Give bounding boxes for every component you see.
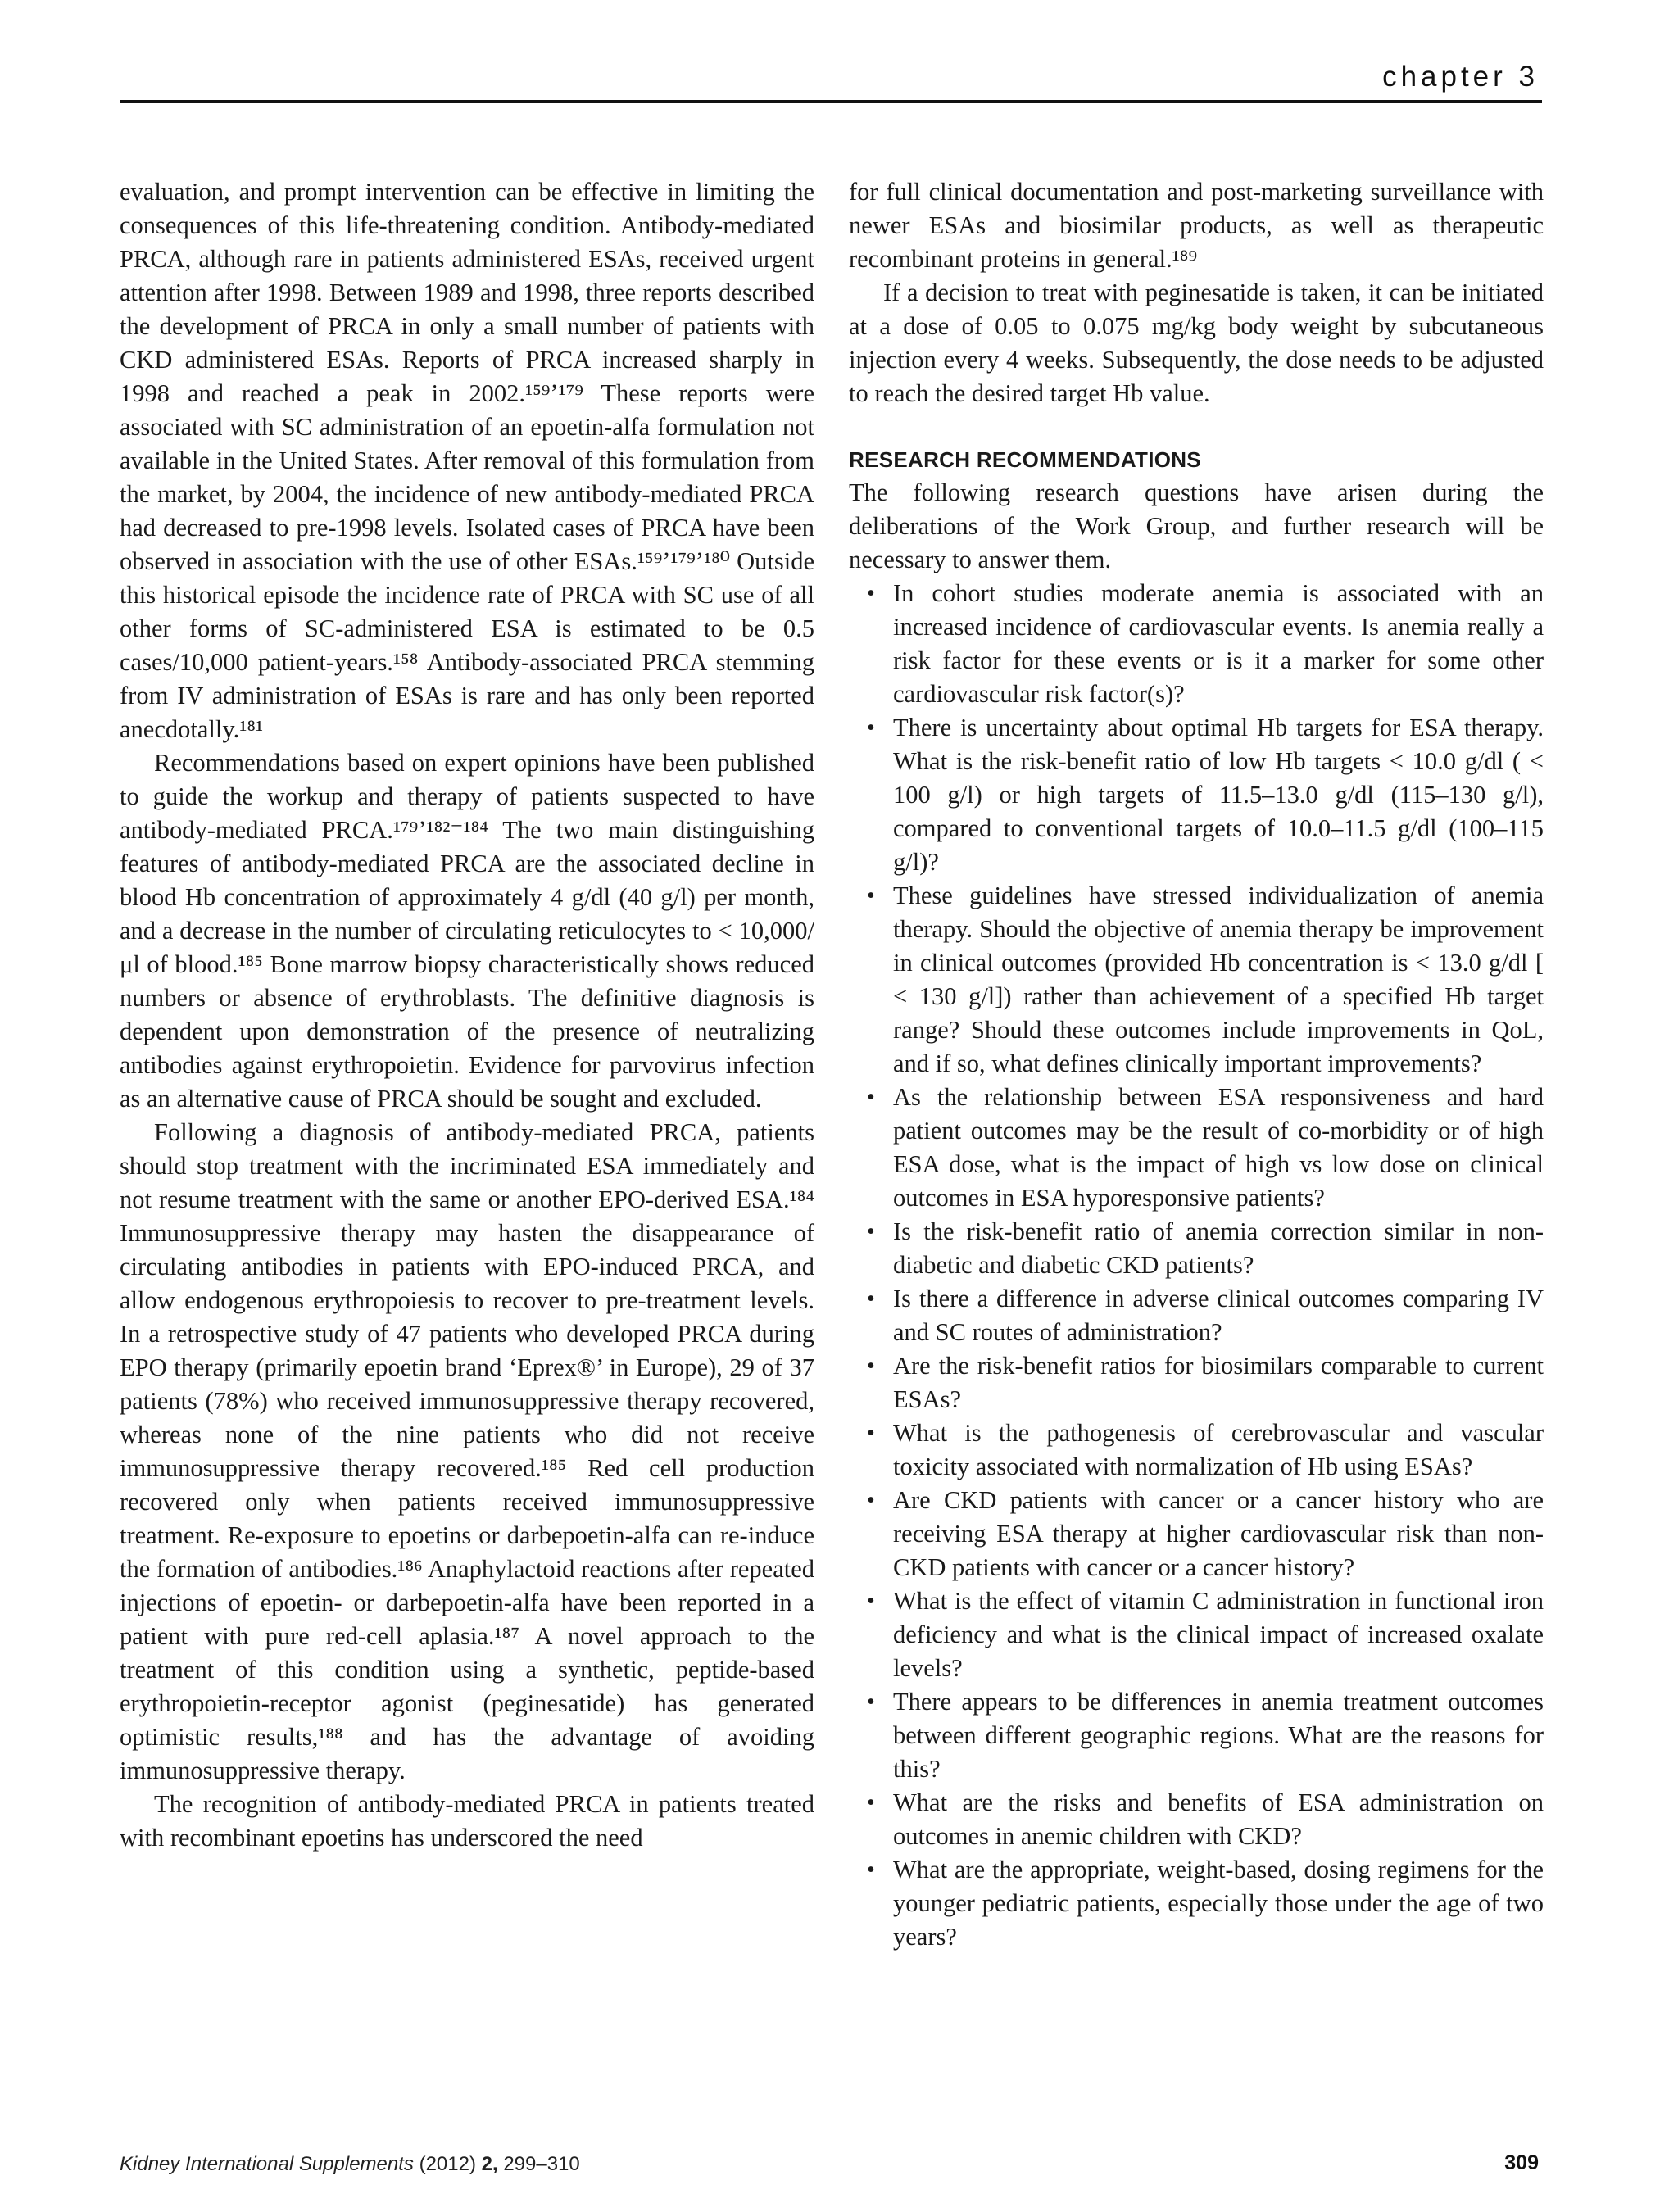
page-number: 309: [1504, 2151, 1539, 2174]
list-item: [849, 1349, 1544, 1416]
journal-name: Kidney International Supplements: [120, 2153, 414, 2175]
list-item: [849, 1081, 1544, 1215]
list-item-text: What are the appropriate, weight-based, dosing regimens for the younger pediatric patients, especially those under the age of two years?: [893, 1856, 1544, 1951]
body-paragraph: evaluation, and prompt intervention can be effective in limiting the consequences of this life-threatening condition. Antibody-mediated PRCA, although rare in patients administered ESAs, received urgent attention after 1998. Between 1989 and 1998, three reports described the development of PRCA in only a small number of patients with CKD administered ESAs. Reports of PRCA increased sharply in 1998 and reached a peak in 2002.¹⁵⁹ʼ¹⁷⁹ These reports were associated with SC administration of an epoetin-alfa formulation not available in the United States. After removal of this formulation from the market, by 2004, the incidence of new antibody-mediated PRCA had decreased to pre-1998 levels. Isolated cases of PRCA have been observed in association with the use of other ESAs.¹⁵⁹ʼ¹⁷⁹ʼ¹⁸⁰ Outside this historical episode the incidence rate of PRCA with SC use of all other forms of SC-administered ESA is estimated to be 0.5 cases/10,000 patient-years.¹⁵⁸ Antibody-associated PRCA stemming from IV administration of ESAs is rare and has only been reported anecdotally.¹⁸¹: [120, 178, 814, 743]
journal-year: (2012): [419, 2153, 476, 2175]
list-item-text: As the relationship between ESA responsiveness and hard patient outcomes may be the result of co-morbidity or of high ESA dose, what is the impact of high vs low dose on clinical outcomes in ESA hyporesponsive patients?: [893, 1083, 1544, 1212]
list-item-text: Is the risk-benefit ratio of anemia correction similar in non-diabetic and diabetic CKD patients?: [893, 1217, 1544, 1279]
bullet-icon: •: [867, 1421, 875, 1446]
list-item-text: There is uncertainty about optimal Hb targets for ESA therapy. What is the risk-benefit ratio of low Hb targets < 10.0 g/dl ( < 100 g/l) or high targets of 11.5–13.0 g/dl (115–130 g/l), compared to conventional targets of 10.0–11.5 g/dl (100–115 g/l)?: [893, 714, 1544, 876]
header-rule: [120, 100, 1542, 103]
right-column: [849, 175, 1544, 1954]
bullet-icon: •: [867, 1589, 875, 1614]
list-item-text: These guidelines have stressed individualization of anemia therapy. Should the objective of anemia therapy be improvement in clinical outcomes (provided Hb concentration is < 13.0 g/dl [ < 130 g/l]) rather than achievement of a specified Hb target range? Should these outcomes include improvements in QoL, and if so, what defines clinically important improvements?: [893, 882, 1544, 1077]
bullet-icon: •: [867, 1857, 875, 1883]
list-item-text: What is the pathogenesis of cerebrovascular and vascular toxicity associated with normalization of Hb using ESAs?: [893, 1419, 1544, 1480]
body-paragraph: If a decision to treat with peginesatide is taken, it can be initiated at a dose of 0.05 to 0.075 mg/kg body weight by subcutaneous injection every 4 weeks. Subsequently, the dose needs to be adjusted to reach the desired target Hb value.: [849, 279, 1544, 407]
list-item: [849, 1484, 1544, 1584]
bullet-icon: •: [867, 883, 875, 909]
left-column: [120, 175, 814, 1855]
list-item: [849, 1786, 1544, 1853]
list-item: [849, 1215, 1544, 1282]
bullet-icon: •: [867, 581, 875, 606]
list-item-text: Are CKD patients with cancer or a cancer history who are receiving ESA therapy at higher cardiovascular risk than non-CKD patients with cancer or a cancer history?: [893, 1486, 1544, 1581]
footer-citation: [120, 2153, 580, 2176]
journal-volume: 2,: [481, 2153, 498, 2175]
bullet-icon: •: [867, 715, 875, 741]
list-item: [849, 879, 1544, 1081]
list-item: [849, 1853, 1544, 1954]
list-item-text: In cohort studies moderate anemia is associated with an increased incidence of cardiovascular events. Is anemia really a risk factor for these events or is it a marker for some other cardiovascular risk factor(s)?: [893, 579, 1544, 708]
bullet-icon: •: [867, 1488, 875, 1513]
list-item: [849, 1584, 1544, 1685]
section-intro: The following research questions have arisen during the deliberations of the Work Group, and further research will be necessary to answer them.: [849, 478, 1544, 573]
list-item: [849, 577, 1544, 711]
list-item: [849, 1685, 1544, 1786]
journal-pages: 299–310: [503, 2153, 580, 2175]
list-item: [849, 1282, 1544, 1349]
list-item-text: What are the risks and benefits of ESA administration on outcomes in anemic children with CKD?: [893, 1788, 1544, 1850]
bullet-icon: •: [867, 1353, 875, 1379]
list-item-text: There appears to be differences in anemia treatment outcomes between different geographic regions. What are the reasons for this?: [893, 1688, 1544, 1783]
bullet-icon: •: [867, 1286, 875, 1312]
list-item-text: Is there a difference in adverse clinical outcomes comparing IV and SC routes of administration?: [893, 1285, 1544, 1346]
chapter-label: chapter 3: [1382, 61, 1539, 93]
body-paragraph: Recommendations based on expert opinions have been published to guide the workup and therapy of patients suspected to have antibody-mediated PRCA.¹⁷⁹ʼ¹⁸²⁻¹⁸⁴ The two main distinguishing features of antibody-mediated PRCA are the associated decline in blood Hb concentration of approximately 4 g/dl (40 g/l) per month, and a decrease in the number of circulating reticulocytes to < 10,000/μl of blood.¹⁸⁵ Bone marrow biopsy characteristically shows reduced numbers or absence of erythroblasts. The definitive diagnosis is dependent upon demonstration of the presence of neutralizing antibodies against erythropoietin. Evidence for parvovirus infection as an alternative cause of PRCA should be sought and excluded.: [120, 749, 814, 1113]
list-item: [849, 1416, 1544, 1484]
body-paragraph: for full clinical documentation and post-marketing surveillance with newer ESAs and biosimilar products, as well as therapeutic recombinant proteins in general.¹⁸⁹: [849, 178, 1544, 273]
section-heading: RESEARCH RECOMMENDATIONS: [849, 447, 1201, 472]
body-paragraph: The recognition of antibody-mediated PRCA in patients treated with recombinant epoetins has underscored the need: [120, 1790, 814, 1852]
bullet-icon: •: [867, 1219, 875, 1244]
list-item-text: What is the effect of vitamin C administration in functional iron deficiency and what is the clinical impact of increased oxalate levels?: [893, 1587, 1544, 1682]
list-item-text: Are the risk-benefit ratios for biosimilars comparable to current ESAs?: [893, 1352, 1544, 1413]
bullet-icon: •: [867, 1790, 875, 1815]
bullet-icon: •: [867, 1085, 875, 1110]
research-questions-list: [849, 577, 1544, 1954]
bullet-icon: •: [867, 1689, 875, 1715]
list-item: [849, 711, 1544, 879]
body-paragraph: Following a diagnosis of antibody-mediated PRCA, patients should stop treatment with the incriminated ESA immediately and not resume treatment with the same or another EPO-derived ESA.¹⁸⁴ Immunosuppressive therapy may hasten the disappearance of circulating antibodies in patients with EPO-induced PRCA, and allow endogenous erythropoiesis to recover to pre-treatment levels. In a retrospective study of 47 patients who developed PRCA during EPO therapy (primarily epoetin brand ‘Eprex®’ in Europe), 29 of 37 patients (78%) who received immunosuppressive therapy recovered, whereas none of the nine patients who did not receive immunosuppressive therapy recovered.¹⁸⁵ Red cell production recovered only when patients received immunosuppressive treatment. Re-exposure to epoetins or darbepoetin-alfa can re-induce the formation of antibodies.¹⁸⁶ Anaphylactoid reactions after repeated injections of epoetin- or darbepoetin-alfa have been reported in a patient with pure red-cell aplasia.¹⁸⁷ A novel approach to the treatment of this condition using a synthetic, peptide-based erythropoietin-receptor agonist (peginesatide) has generated optimistic results,¹⁸⁸ and has the advantage of avoiding immunosuppressive therapy.: [120, 1118, 814, 1784]
